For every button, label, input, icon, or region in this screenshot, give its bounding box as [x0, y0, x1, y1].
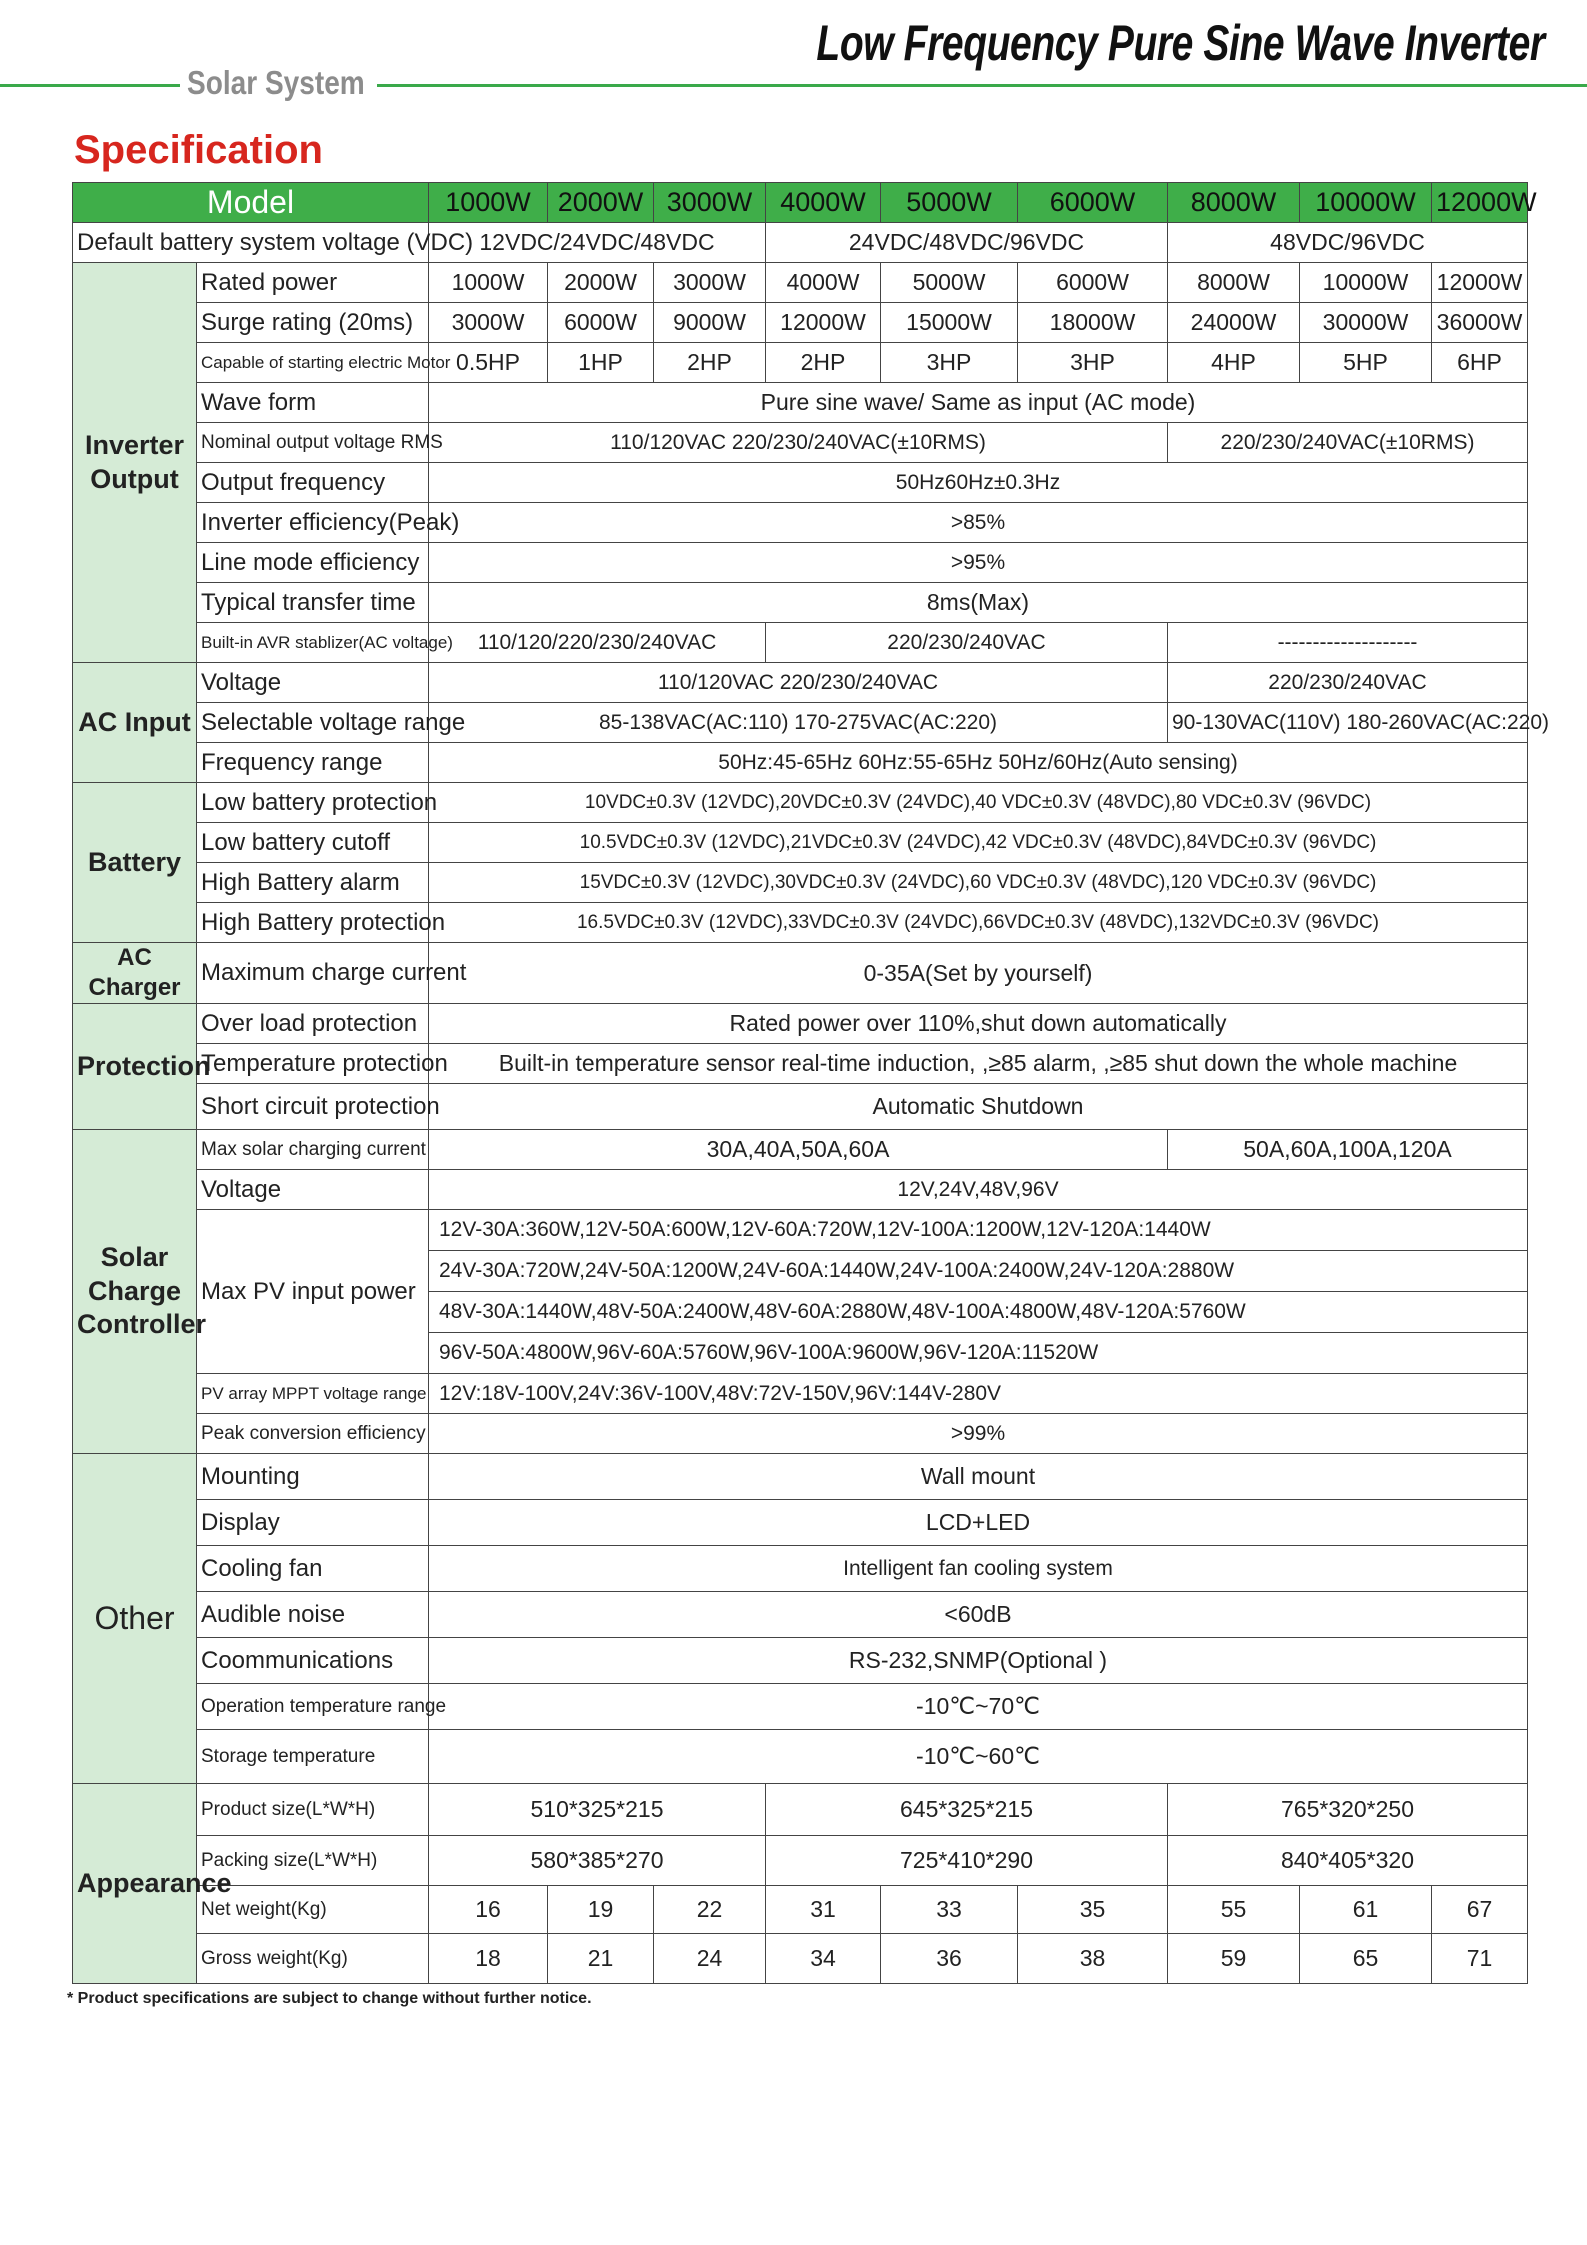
inverter-efficiency-label: Inverter efficiency(Peak)	[197, 503, 429, 543]
avr-value: 220/230/240VAC	[766, 623, 1168, 663]
table-cell: 61	[1300, 1886, 1432, 1934]
gross-weight-row	[73, 1934, 1528, 1984]
max-solar-current-value: 50A,60A,100A,120A	[1168, 1130, 1528, 1170]
mppt-row	[73, 1374, 1528, 1414]
surge-label: Surge rating (20ms)	[197, 303, 429, 343]
table-cell: 30000W	[1300, 303, 1432, 343]
gross-weight-label: Gross weight(Kg)	[197, 1934, 429, 1984]
pv-power-value: 96V-50A:4800W,96V-60A:5760W,96V-100A:9600W,96V-120A:11520W	[429, 1333, 1528, 1374]
packing-size-value: 840*405*320	[1168, 1836, 1528, 1886]
pv-power-value: 48V-30A:1440W,48V-50A:2400W,48V-60A:2880W,48V-100A:4800W,48V-120A:5760W	[429, 1292, 1528, 1333]
max-charge-current-label: Maximum charge current	[197, 943, 429, 1004]
overload-label: Over load protection	[197, 1004, 429, 1044]
max-solar-current-row	[73, 1130, 1528, 1170]
line-efficiency-label: Line mode efficiency	[197, 543, 429, 583]
pv-power-value: 12V-30A:360W,12V-50A:600W,12V-60A:720W,12V-100A:1200W,12V-120A:1440W	[429, 1210, 1528, 1251]
low-battery-protection-value: 10VDC±0.3V (12VDC),20VDC±0.3V (24VDC),40 VDC±0.3V (48VDC),80 VDC±0.3V (96VDC)	[429, 783, 1528, 823]
motor-label: Capable of starting electric Motor	[197, 343, 429, 383]
avr-row	[73, 623, 1528, 663]
specification-table	[72, 182, 1550, 1984]
table-cell: 4000W	[766, 263, 881, 303]
ac-charger-row	[73, 943, 1528, 1004]
header-rule-left	[0, 84, 180, 87]
storage-temp-value: -10℃~60℃	[429, 1730, 1528, 1784]
communications-label: Coommunications	[197, 1638, 429, 1684]
high-battery-protection-value: 16.5VDC±0.3V (12VDC),33VDC±0.3V (24VDC),66VDC±0.3V (48VDC),132VDC±0.3V (96VDC)	[429, 903, 1528, 943]
table-cell: 67	[1432, 1886, 1528, 1934]
high-battery-protection-row	[73, 903, 1528, 943]
model-cell: 2000W	[548, 183, 654, 223]
avr-label: Built-in AVR stablizer(AC voltage)	[197, 623, 429, 663]
cooling-label: Cooling fan	[197, 1546, 429, 1592]
display-label: Display	[197, 1500, 429, 1546]
table-cell: 71	[1432, 1934, 1528, 1984]
surge-row	[73, 303, 1528, 343]
temperature-protection-value: Built-in temperature sensor real-time induction, ,≥85 alarm, ,≥85 shut down the whole machine	[429, 1044, 1528, 1084]
table-cell: 33	[881, 1886, 1018, 1934]
category-ac-input: AC Input	[73, 663, 197, 783]
mounting-value: Wall mount	[429, 1454, 1528, 1500]
line-efficiency-value: >95%	[429, 543, 1528, 583]
table-cell: 36	[881, 1934, 1018, 1984]
solar-voltage-label: Voltage	[197, 1170, 429, 1210]
category-protection: Protection	[73, 1004, 197, 1130]
nominal-voltage-row	[73, 423, 1528, 463]
peak-efficiency-label: Peak conversion efficiency	[197, 1414, 429, 1454]
table-cell: 38	[1018, 1934, 1168, 1984]
high-battery-alarm-label: High Battery alarm	[197, 863, 429, 903]
mounting-row	[73, 1454, 1528, 1500]
output-frequency-label: Output frequency	[197, 463, 429, 503]
net-weight-label: Net weight(Kg)	[197, 1886, 429, 1934]
default-voltage-value: 12VDC/24VDC/48VDC	[429, 223, 766, 263]
model-cell: 5000W	[881, 183, 1018, 223]
specification-heading: Specification	[74, 128, 323, 172]
default-voltage-label: Default battery system voltage (VDC)	[73, 223, 429, 263]
communications-row	[73, 1638, 1528, 1684]
table-cell: 3000W	[429, 303, 548, 343]
table-cell: 12000W	[766, 303, 881, 343]
category-battery: Battery	[73, 783, 197, 943]
rated-power-label: Rated power	[197, 263, 429, 303]
model-cell: 10000W	[1300, 183, 1432, 223]
selectable-voltage-label: Selectable voltage range	[197, 703, 429, 743]
high-battery-protection-label: High Battery protection	[197, 903, 429, 943]
max-charge-current-value: 0-35A(Set by yourself)	[429, 943, 1528, 1004]
transfer-time-label: Typical transfer time	[197, 583, 429, 623]
product-size-value: 510*325*215	[429, 1784, 766, 1836]
wave-form-row	[73, 383, 1528, 423]
display-row	[73, 1500, 1528, 1546]
display-value: LCD+LED	[429, 1500, 1528, 1546]
mounting-label: Mounting	[197, 1454, 429, 1500]
avr-value: 110/120/220/230/240VAC	[429, 623, 766, 663]
table-cell: 6HP	[1432, 343, 1528, 383]
table-cell: 24	[654, 1934, 766, 1984]
noise-label: Audible noise	[197, 1592, 429, 1638]
selectable-voltage-value: 85-138VAC(AC:110) 170-275VAC(AC:220)	[429, 703, 1168, 743]
table-cell: 1HP	[548, 343, 654, 383]
low-battery-protection-row	[73, 783, 1528, 823]
operation-temp-label: Operation temperature range	[197, 1684, 429, 1730]
table-cell: 18	[429, 1934, 548, 1984]
model-row	[73, 183, 1528, 223]
low-battery-cutoff-row	[73, 823, 1528, 863]
table-cell: 55	[1168, 1886, 1300, 1934]
table-cell: 15000W	[881, 303, 1018, 343]
mppt-label: PV array MPPT voltage range	[197, 1374, 429, 1414]
packing-size-value: 725*410*290	[766, 1836, 1168, 1886]
table-cell: 9000W	[654, 303, 766, 343]
avr-value: --------------------	[1168, 623, 1528, 663]
product-size-label: Product size(L*W*H)	[197, 1784, 429, 1836]
max-solar-current-value: 30A,40A,50A,60A	[429, 1130, 1168, 1170]
model-cell: 6000W	[1018, 183, 1168, 223]
product-size-row	[73, 1784, 1528, 1836]
wave-form-value: Pure sine wave/ Same as input (AC mode)	[429, 383, 1528, 423]
model-cell: 8000W	[1168, 183, 1300, 223]
header-rule-right	[377, 84, 1587, 87]
motor-row	[73, 343, 1528, 383]
page-header-title: Low Frequency Pure Sine Wave Inverter	[816, 15, 1545, 71]
packing-size-row	[73, 1836, 1528, 1886]
short-circuit-label: Short circuit protection	[197, 1084, 429, 1130]
peak-efficiency-row	[73, 1414, 1528, 1454]
table-cell: 10000W	[1300, 263, 1432, 303]
table-cell: 0.5HP	[429, 343, 548, 383]
default-voltage-row	[73, 223, 1528, 263]
communications-value: RS-232,SNMP(Optional )	[429, 1638, 1528, 1684]
max-pv-power-label: Max PV input power	[197, 1210, 429, 1374]
table-cell: 2HP	[766, 343, 881, 383]
wave-form-label: Wave form	[197, 383, 429, 423]
table-cell: 3HP	[1018, 343, 1168, 383]
rated-power-row	[73, 263, 1528, 303]
model-cell: 3000W	[654, 183, 766, 223]
table-cell: 24000W	[1168, 303, 1300, 343]
table-cell: 59	[1168, 1934, 1300, 1984]
cooling-value: Intelligent fan cooling system	[429, 1546, 1528, 1592]
model-cell: 1000W	[429, 183, 548, 223]
pv-power-value: 24V-30A:720W,24V-50A:1200W,24V-60A:1440W,24V-100A:2400W,24V-120A:2880W	[429, 1251, 1528, 1292]
overload-row	[73, 1004, 1528, 1044]
short-circuit-row	[73, 1084, 1528, 1130]
low-battery-cutoff-value: 10.5VDC±0.3V (12VDC),21VDC±0.3V (24VDC),42 VDC±0.3V (48VDC),84VDC±0.3V (96VDC)	[429, 823, 1528, 863]
table-cell: 5HP	[1300, 343, 1432, 383]
table-cell: 3HP	[881, 343, 1018, 383]
selectable-voltage-value: 90-130VAC(110V) 180-260VAC(AC:220)	[1168, 703, 1528, 743]
table-cell: 18000W	[1018, 303, 1168, 343]
ac-voltage-label: Voltage	[197, 663, 429, 703]
table-cell: 65	[1300, 1934, 1432, 1984]
product-size-value: 765*320*250	[1168, 1784, 1528, 1836]
mppt-value: 12V:18V-100V,24V:36V-100V,48V:72V-150V,96V:144V-280V	[429, 1374, 1528, 1414]
packing-size-value: 580*385*270	[429, 1836, 766, 1886]
packing-size-label: Packing size(L*W*H)	[197, 1836, 429, 1886]
temperature-protection-label: Temperature protection	[197, 1044, 429, 1084]
solar-voltage-value: 12V,24V,48V,96V	[429, 1170, 1528, 1210]
nominal-voltage-value: 110/120VAC 220/230/240VAC(±10RMS)	[429, 423, 1168, 463]
category-other: Other	[73, 1454, 197, 1784]
table-cell: 6000W	[1018, 263, 1168, 303]
net-weight-row	[73, 1886, 1528, 1934]
ac-voltage-row	[73, 663, 1528, 703]
noise-row	[73, 1592, 1528, 1638]
table-cell: 36000W	[1432, 303, 1528, 343]
operation-temp-value: -10℃~70℃	[429, 1684, 1528, 1730]
cooling-row	[73, 1546, 1528, 1592]
high-battery-alarm-value: 15VDC±0.3V (12VDC),30VDC±0.3V (24VDC),60 VDC±0.3V (48VDC),120 VDC±0.3V (96VDC)	[429, 863, 1528, 903]
selectable-voltage-row	[73, 703, 1528, 743]
section-label: Solar System	[187, 64, 365, 101]
line-efficiency-row	[73, 543, 1528, 583]
short-circuit-value: Automatic Shutdown	[429, 1084, 1528, 1130]
table-cell: 16	[429, 1886, 548, 1934]
storage-temp-label: Storage temperature	[197, 1730, 429, 1784]
table-cell: 1000W	[429, 263, 548, 303]
footnote: * Product specifications are subject to change without further notice.	[67, 1990, 592, 2007]
inverter-efficiency-value: >85%	[429, 503, 1528, 543]
model-cell: 12000W	[1432, 183, 1528, 223]
category-inverter-output: Inverter Output	[73, 263, 197, 663]
peak-efficiency-value: >99%	[429, 1414, 1528, 1454]
model-cell: 4000W	[766, 183, 881, 223]
frequency-range-row	[73, 743, 1528, 783]
default-voltage-value: 48VDC/96VDC	[1168, 223, 1528, 263]
nominal-voltage-label: Nominal output voltage RMS	[197, 423, 429, 463]
table-cell: 4HP	[1168, 343, 1300, 383]
table-cell: 5000W	[881, 263, 1018, 303]
ac-voltage-value: 220/230/240VAC	[1168, 663, 1528, 703]
table-cell: 21	[548, 1934, 654, 1984]
max-solar-current-label: Max solar charging current	[197, 1130, 429, 1170]
table-cell: 22	[654, 1886, 766, 1934]
product-size-value: 645*325*215	[766, 1784, 1168, 1836]
high-battery-alarm-row	[73, 863, 1528, 903]
operation-temp-row	[73, 1684, 1528, 1730]
low-battery-cutoff-label: Low battery cutoff	[197, 823, 429, 863]
table-cell: 19	[548, 1886, 654, 1934]
output-frequency-row	[73, 463, 1528, 503]
model-header: Model	[73, 183, 429, 223]
table-cell: 8000W	[1168, 263, 1300, 303]
pv-power-row	[73, 1210, 1528, 1251]
category-appearance: Appearance	[73, 1784, 197, 1984]
table-cell: 31	[766, 1886, 881, 1934]
table-cell: 3000W	[654, 263, 766, 303]
transfer-time-value: 8ms(Max)	[429, 583, 1528, 623]
table-cell: 6000W	[548, 303, 654, 343]
table-cell: 35	[1018, 1886, 1168, 1934]
overload-value: Rated power over 110%,shut down automatically	[429, 1004, 1528, 1044]
category-solar-charge-controller: Solar Charge Controller	[73, 1130, 197, 1454]
table-cell: 12000W	[1432, 263, 1528, 303]
storage-temp-row	[73, 1730, 1528, 1784]
table-cell: 2000W	[548, 263, 654, 303]
temperature-protection-row	[73, 1044, 1528, 1084]
frequency-range-label: Frequency range	[197, 743, 429, 783]
noise-value: <60dB	[429, 1592, 1528, 1638]
transfer-time-row	[73, 583, 1528, 623]
frequency-range-value: 50Hz:45-65Hz 60Hz:55-65Hz 50Hz/60Hz(Auto sensing)	[429, 743, 1528, 783]
output-frequency-value: 50Hz60Hz±0.3Hz	[429, 463, 1528, 503]
low-battery-protection-label: Low battery protection	[197, 783, 429, 823]
nominal-voltage-value: 220/230/240VAC(±10RMS)	[1168, 423, 1528, 463]
solar-voltage-row	[73, 1170, 1528, 1210]
default-voltage-value: 24VDC/48VDC/96VDC	[766, 223, 1168, 263]
inverter-efficiency-row	[73, 503, 1528, 543]
table-cell: 34	[766, 1934, 881, 1984]
table-cell: 2HP	[654, 343, 766, 383]
ac-voltage-value: 110/120VAC 220/230/240VAC	[429, 663, 1168, 703]
category-ac-charger: AC Charger	[73, 943, 197, 1004]
